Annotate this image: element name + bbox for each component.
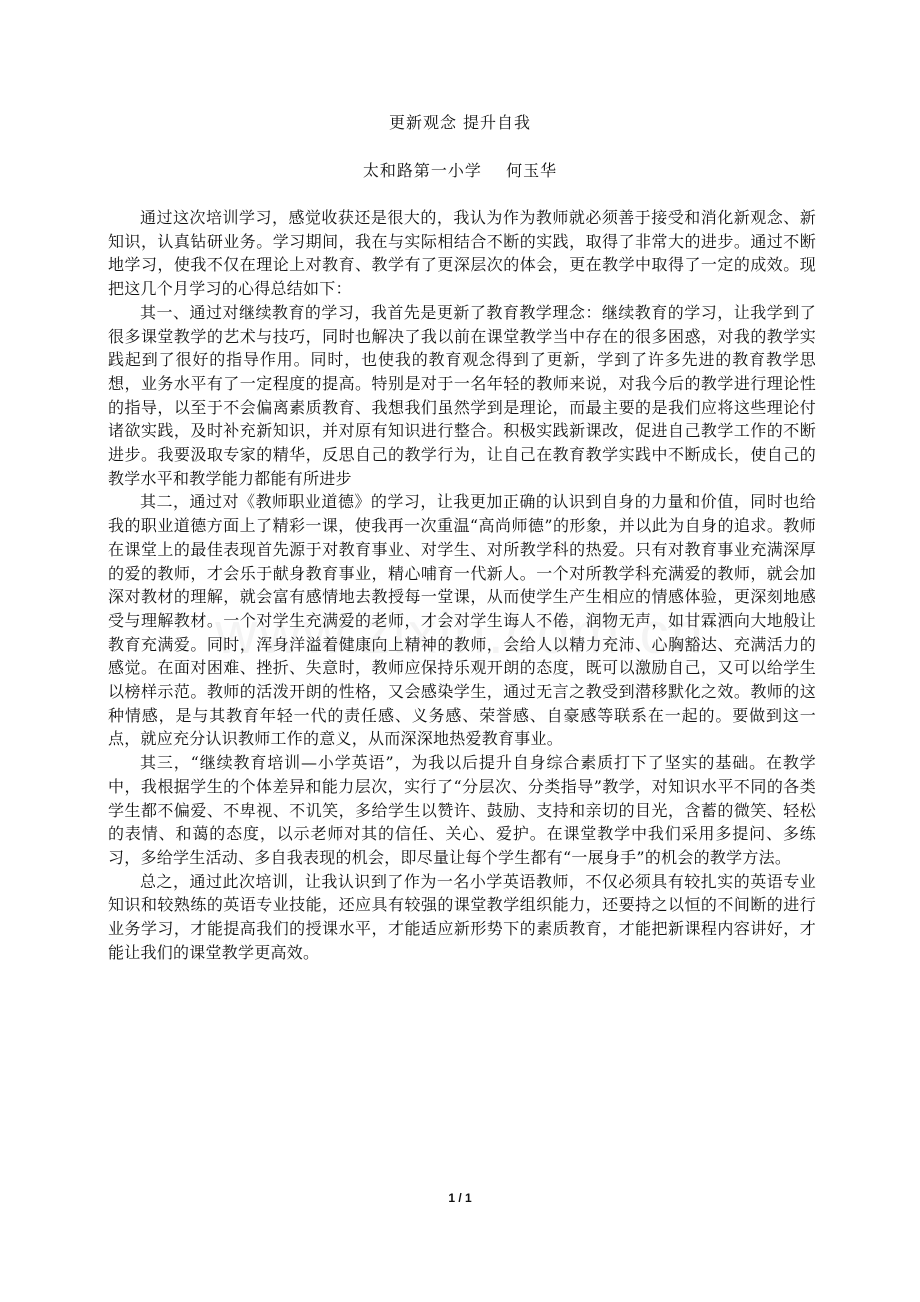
page-number: 1 / 1 [448, 1191, 472, 1205]
document-title: 更新观念 提升自我 [388, 113, 532, 132]
paragraph-intro: 通过这次培训学习，感觉收获还是很大的，我认为作为教师就必须善于接受和消化新观念、新知识，认真钻研业务。学习期间，我在与实际相结合不断的实践，取得了非常大的进步。通过不断地学习，使我不仅在理论上对教育、教学有了更深层次的体会，更在教学中取得了一定的成效。现把这几个月学习的心得总结如下： [108, 208, 816, 299]
paragraph-second: 其二，通过对《教师职业道德》的学习，让我更加正确的认识到自身的力量和价值，同时也给我的职业道德方面上了精彩一课，使我再一次重温“高尚师德”的形象，并以此为自身的追求。教师在课堂上的最佳表现首先源于对教育事业、对学生、对所教学科的热爱。只有对教育事业充满深厚的爱的教师，才会乐于献身教育事业，精心哺育一代新人。一个对所教学科充满爱的教师，就会加深对教材的理解，就会富有感情地去教授每一堂课，从而使学生产生相应的情感体验，更深刻地感受与理解教材。一个对学生充满爱的老师，才会对学生诲人不倦，润物无声，如甘霖洒向大地般让教育充满爱。同时，浑身洋溢着健康向上精神的教师，会给人以精力充沛、心胸豁达、充满活力的感觉。在面对困难、挫折、失意时，教师应保持乐观开朗的态度，既可以激励自己，又可以给学生以榜样示范。教师的活泼开朗的性格，又会感染学生，通过无言之教受到潜移默化之效。教师的这种情感，是与其教育年轻一代的责任感、义务感、荣誉感、自豪感等联系在一起的。要做到这一点，就应充分认识教师工作的意义，从而深深地热爱教育事业。 [108, 492, 816, 749]
paragraph-third: 其三，“继续教育培训—小学英语”，为我以后提升自身综合素质打下了坚实的基础。在教学中，我根据学生的个体差异和能力层次，实行了“分层次、分类指导”教学，对知识水平不同的各类学生都不偏爱、不卑视、不讥笑，多给学生以赞许、鼓励、支持和亲切的目光，含蓄的微笑、轻松的表情、和蔼的态度，以示老师对其的信任、关心、爱护。在课堂教学中我们采用多提问、多练习，多给学生活动、多自我表现的机会，即尽量让每个学生都有“一展身手”的机会的教学方法。 [108, 753, 816, 867]
author-line: 太和路第一小学 何玉华 [362, 161, 558, 180]
paragraph-first: 其一、通过对继续教育的学习，我首先是更新了教育教学理念：继续教育的学习，让我学到了很多课堂教学的艺术与技巧，同时也解决了我以前在课堂教学当中存在的很多困惑，对我的教学实践起到了很好的指导作用。同时，也使我的教育观念得到了更新，学到了许多先进的教育教学思想，业务水平有了一定程度的提高。特别是对于一名年轻的教师来说，对我今后的教学进行理论性的指导，以至于不会偏离素质教育、我想我们虽然学到是理论，而最主要的是我们应将这些理论付诸欲实践，及时补充新知识，并对原有知识进行整合。积极实践新课改，促进自己教学工作的不断进步。我要汲取专家的精华，反思自己的教学行为，让自己在教育教学实践中不断成长，使自己的教学水平和教学能力都能有所进步 [108, 302, 816, 488]
paragraph-summary: 总之，通过此次培训，让我认识到了作为一名小学英语教师，不仅必须具有较扎实的英语专业知识和较熟练的英语专业技能，还应具有较强的课堂教学组织能力，还要持之以恒的不间断的进行业务学习，才能提高我们的授课水平，才能适应新形势下的素质教育，才能把新课程内容讲好，才能让我们的课堂教学更高效。 [108, 871, 816, 962]
document-body [108, 206, 816, 965]
